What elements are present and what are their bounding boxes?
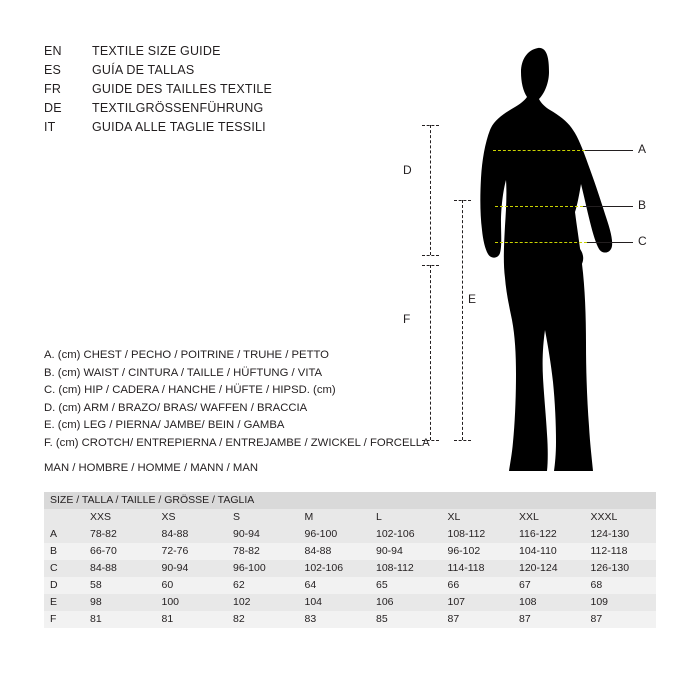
cell: 62 <box>227 577 299 594</box>
cell: 96-100 <box>227 560 299 577</box>
waist-measure-line <box>495 206 583 207</box>
legend-item-a: A. (cm) CHEST / PECHO / POITRINE / TRUHE / PETTO <box>44 349 329 361</box>
male-silhouette <box>475 44 625 480</box>
cell: 109 <box>585 594 657 611</box>
table-header-row <box>44 492 656 509</box>
title-row <box>44 120 374 139</box>
hip-lead-line <box>587 242 633 243</box>
hip-measure-line <box>495 242 587 243</box>
cell: 104 <box>299 594 371 611</box>
cell: 66-70 <box>84 543 156 560</box>
table-row <box>44 560 656 577</box>
cell: 90-94 <box>370 543 442 560</box>
title-row <box>44 44 374 63</box>
cell: 58 <box>84 577 156 594</box>
legend-item-b: B. (cm) WAIST / CINTURA / TAILLE / HÜFTUNG / VITA <box>44 366 323 379</box>
row-label: B <box>44 543 84 560</box>
size-header-xxxl: XXXL <box>585 509 657 526</box>
cell: 85 <box>370 611 442 628</box>
chest-measure-line <box>493 150 585 151</box>
title-lang-code: ES <box>44 63 62 77</box>
row-label: C <box>44 560 84 577</box>
row-label: D <box>44 577 84 594</box>
leg-dimension-cap-top <box>454 200 471 201</box>
cell: 116-122 <box>513 526 585 543</box>
table-corner-cell <box>44 509 84 526</box>
table-row <box>44 526 656 543</box>
cell: 120-124 <box>513 560 585 577</box>
cell: 102-106 <box>370 526 442 543</box>
legend-item-f: F. (cm) CROTCH/ ENTREPIERNA / ENTREJAMBE / ZWICKEL / FORCELLA <box>44 436 430 449</box>
cell: 126-130 <box>585 560 657 577</box>
cell: 87 <box>513 611 585 628</box>
row-label: E <box>44 594 84 611</box>
table-row <box>44 594 656 611</box>
cell: 108-112 <box>370 560 442 577</box>
cell: 104-110 <box>513 543 585 560</box>
title-row <box>44 101 374 120</box>
title-text: TEXTILGRÖSSENFÜHRUNG <box>92 101 264 115</box>
cell: 78-82 <box>84 526 156 543</box>
cell: 90-94 <box>227 526 299 543</box>
size-header-s: S <box>227 509 299 526</box>
cell: 84-88 <box>156 526 228 543</box>
legend-item-d: D. (cm) ARM / BRAZO/ BRAS/ WAFFEN / BRACCIA <box>44 401 308 414</box>
size-header-xxl: XXL <box>513 509 585 526</box>
cell: 66 <box>442 577 514 594</box>
diagram-label-a: A <box>638 142 647 156</box>
leg-dimension-cap-bottom <box>454 440 471 441</box>
size-header-l: L <box>370 509 442 526</box>
diagram-label-f: F <box>403 312 411 326</box>
size-header-m: M <box>299 509 371 526</box>
cell: 72-76 <box>156 543 228 560</box>
table-row <box>44 577 656 594</box>
legend-item-e: E. (cm) LEG / PIERNA/ JAMBE/ BEIN / GAMBA <box>44 419 285 431</box>
title-text: GUIDA ALLE TAGLIE TESSILI <box>92 120 266 134</box>
title-lang-code: EN <box>44 44 62 58</box>
cell: 124-130 <box>585 526 657 543</box>
title-lang-code: FR <box>44 82 62 96</box>
cell: 108-112 <box>442 526 514 543</box>
cell: 107 <box>442 594 514 611</box>
size-table <box>44 492 656 628</box>
crotch-dimension-cap-top <box>422 265 439 266</box>
size-header-xxs: XXS <box>84 509 156 526</box>
cell: 90-94 <box>156 560 228 577</box>
chest-lead-line <box>585 150 633 151</box>
cell: 81 <box>84 611 156 628</box>
cell: 102-106 <box>299 560 371 577</box>
cell: 87 <box>442 611 514 628</box>
cell: 81 <box>156 611 228 628</box>
arm-dimension-cap-top <box>422 125 439 126</box>
arm-dimension-cap-bottom <box>422 255 439 256</box>
cell: 98 <box>84 594 156 611</box>
cell: 106 <box>370 594 442 611</box>
size-header-xs: XS <box>156 509 228 526</box>
table-size-row <box>44 509 656 526</box>
title-block <box>44 44 374 139</box>
title-text: GUÍA DE TALLAS <box>92 63 195 77</box>
title-row <box>44 82 374 101</box>
gender-label: MAN / HOMBRE / HOMME / MANN / MAN <box>44 462 259 474</box>
cell: 64 <box>299 577 371 594</box>
cell: 100 <box>156 594 228 611</box>
leg-dimension-line <box>462 200 463 440</box>
title-lang-code: IT <box>44 120 56 134</box>
cell: 67 <box>513 577 585 594</box>
legend-item-c: C. (cm) HIP / CADERA / HANCHE / HÜFTE / HIPSD. (cm) <box>44 384 336 396</box>
legend-block <box>44 349 444 454</box>
cell: 102 <box>227 594 299 611</box>
cell: 60 <box>156 577 228 594</box>
diagram-label-d: D <box>403 163 412 177</box>
table-header-title: SIZE / TALLA / TAILLE / GRÖSSE / TAGLIA <box>44 492 656 509</box>
title-row <box>44 63 374 82</box>
table-row <box>44 611 656 628</box>
title-text: GUIDE DES TAILLES TEXTILE <box>92 82 273 96</box>
diagram-label-c: C <box>638 234 647 248</box>
cell: 84-88 <box>84 560 156 577</box>
cell: 78-82 <box>227 543 299 560</box>
title-text: TEXTILE SIZE GUIDE <box>92 44 221 58</box>
cell: 84-88 <box>299 543 371 560</box>
size-table-wrap <box>44 492 656 628</box>
cell: 96-100 <box>299 526 371 543</box>
cell: 68 <box>585 577 657 594</box>
cell: 96-102 <box>442 543 514 560</box>
size-header-xl: XL <box>442 509 514 526</box>
cell: 82 <box>227 611 299 628</box>
row-label: A <box>44 526 84 543</box>
waist-lead-line <box>583 206 633 207</box>
arm-dimension-line <box>430 125 431 255</box>
title-lang-code: DE <box>44 101 62 115</box>
cell: 87 <box>585 611 657 628</box>
cell: 114-118 <box>442 560 514 577</box>
table-row <box>44 543 656 560</box>
cell: 108 <box>513 594 585 611</box>
cell: 112-118 <box>585 543 657 560</box>
row-label: F <box>44 611 84 628</box>
diagram-label-b: B <box>638 198 647 212</box>
cell: 65 <box>370 577 442 594</box>
cell: 83 <box>299 611 371 628</box>
diagram-label-e: E <box>468 292 477 306</box>
